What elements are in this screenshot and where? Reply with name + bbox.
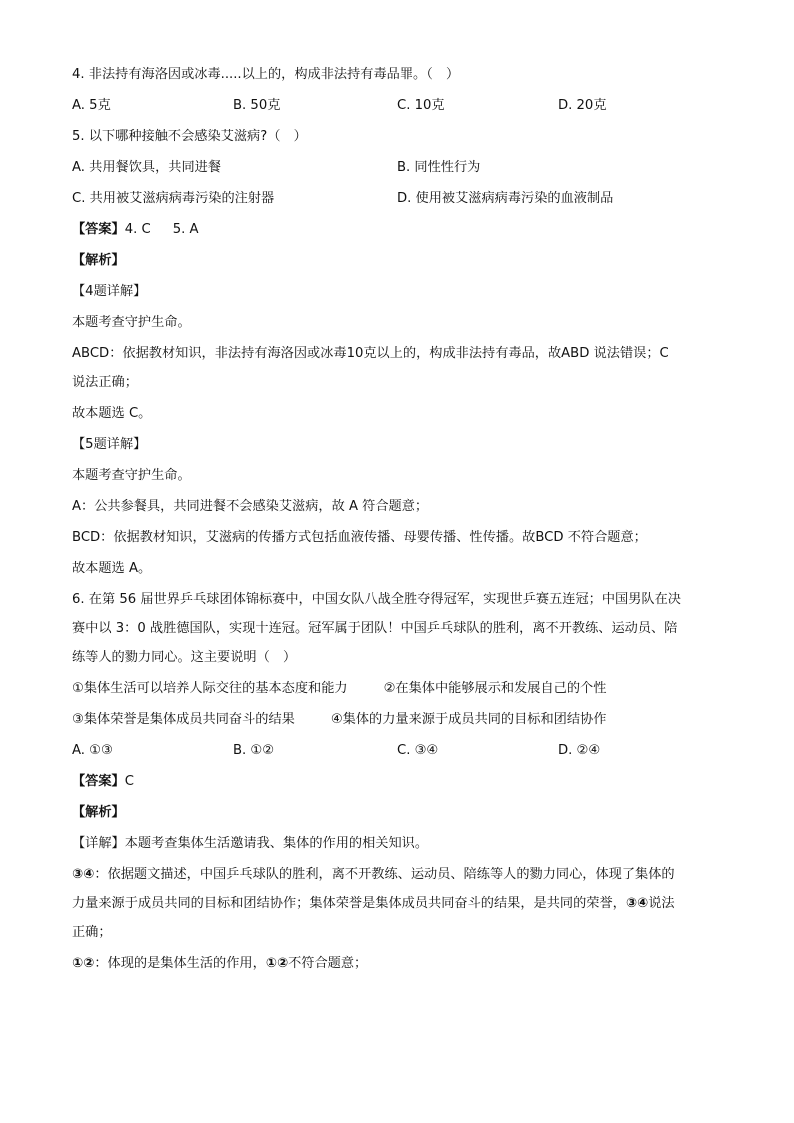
q6-option-d: D. ②④: [558, 743, 601, 758]
detail-4-body-line2: 说法正确；: [72, 375, 138, 390]
q4-option-a: A. 5克: [72, 98, 111, 113]
detail-4-title: 【4题详解】: [72, 284, 147, 299]
detail-6-line2: [72, 893, 732, 915]
detail-6-l4-end: 不符合题意；: [288, 956, 368, 971]
q6-statement-1: ①集体生活可以培养人际交往的基本态度和能力: [72, 681, 348, 696]
q6-option-c: C. ③④: [397, 743, 439, 758]
q5-option-b: B. 同性性行为: [397, 160, 481, 175]
detail-6-line4: [72, 953, 732, 975]
q4-option-b: B. 50克: [233, 98, 281, 113]
detail-4-body-line1: ABCD：依据教材知识，非法持有海洛因或冰毒10克以上的，构成非法持有毒品，故ABD 说法错误；C: [72, 346, 669, 361]
q6-statement-4: ④集体的力量来源于成员共同的目标和团结协作: [330, 712, 607, 727]
detail-6-l2-marks: ③④: [625, 896, 649, 911]
question-6-stem-line3: 练等人的勠力同心。这主要说明（ ）: [72, 650, 297, 665]
detail-5-line-a: A：公共参餐具，共同进餐不会感染艾滋病，故 A 符合题意；: [72, 499, 429, 514]
question-6-statements-row2: [72, 709, 732, 731]
detail-6-l1-marks: ③④: [72, 867, 95, 882]
detail-6-l4-marks-2: ①②: [265, 956, 289, 971]
question-5-options-row2: [72, 188, 732, 210]
detail-5-conclusion: 故本题选 A。: [72, 561, 152, 576]
detail-4-intro: 本题考查守护生命。: [72, 315, 191, 330]
question-6-options: [72, 740, 732, 762]
detail-6-intro: 本题考查集体生活邀请我、集体的作用的相关知识。: [124, 836, 429, 851]
detail-5-title: 【5题详解】: [72, 437, 147, 452]
answer-tag: 【答案】: [72, 222, 125, 237]
q6-statement-2: ②在集体中能够展示和发展自己的个性: [383, 681, 607, 696]
question-5-stem: 5. 以下哪种接触不会感染艾滋病?（ ）: [72, 129, 307, 144]
q4-option-c: C. 10克: [397, 98, 445, 113]
question-4-options: [72, 95, 732, 117]
q6-option-a: A. ①③: [72, 743, 113, 758]
q5-option-a: A. 共用餐饮具，共同进餐: [72, 160, 222, 175]
q4-option-d: D. 20克: [558, 98, 607, 113]
q5-option-d: D. 使用被艾滋病病毒污染的血液制品: [397, 191, 614, 206]
detail-6-l1-text: ：依据题文描述，中国乒乓球队的胜利，离不开教练、运动员、陪练等人的勠力同心，体现了集体的: [94, 867, 675, 882]
question-4-stem: 4. 非法持有海洛因或冰毒.....以上的，构成非法持有毒品罪。（ ）: [72, 67, 460, 82]
q5-option-c: C. 共用被艾滋病病毒污染的注射器: [72, 191, 275, 206]
q6-option-b: B. ①②: [233, 743, 275, 758]
detail-4-conclusion: 故本题选 C。: [72, 406, 152, 421]
q6-statement-3: ③集体荣誉是集体成员共同奋斗的结果: [72, 712, 295, 727]
question-6-statements-row1: [72, 678, 732, 700]
question-6-stem-line2: 赛中以 3：0 战胜德国队，实现十连冠。冠军属于团队！中国乒乓球队的胜利，离不开教练、运动员、陪: [72, 621, 678, 636]
detail-5-line-bcd: BCD：依据教材知识，艾滋病的传播方式包括血液传播、母婴传播、性传播。故BCD 不符合题意；: [72, 530, 647, 545]
detail-6-l4-marks: ①②: [72, 956, 95, 971]
detail-5-intro: 本题考查守护生命。: [72, 468, 191, 483]
detail-6-tag: 【详解】: [72, 836, 125, 851]
answer-4-5: [72, 219, 732, 241]
question-6-stem-line1: 6. 在第 56 届世界乒乓球团体锦标赛中，中国女队八战全胜夺得冠军，实现世乒赛五连冠；中国男队在决: [72, 592, 681, 607]
analysis-tag: 【解析】: [72, 253, 125, 268]
detail-6-l2-end: 说法: [648, 896, 675, 911]
analysis-tag-2: 【解析】: [72, 805, 125, 820]
answer-6: [72, 771, 732, 793]
detail-6-l2-text: 力量来源于成员共同的目标和团结协作；集体荣誉是集体成员共同奋斗的结果，是共同的荣誉，: [72, 896, 626, 911]
answer-6-value: C: [124, 774, 134, 789]
detail-6-l4-text: ：体现的是集体生活的作用，: [94, 956, 266, 971]
detail-6-line1: [72, 864, 732, 886]
answer-5: 5. A: [172, 222, 199, 237]
answer-4: 4. C: [124, 222, 151, 237]
answer-6-tag: 【答案】: [72, 774, 125, 789]
detail-6-line3: 正确；: [72, 925, 112, 940]
detail-6-intro-line: [72, 833, 732, 855]
document-page: [72, 64, 732, 984]
question-5-options-row1: [72, 157, 732, 179]
